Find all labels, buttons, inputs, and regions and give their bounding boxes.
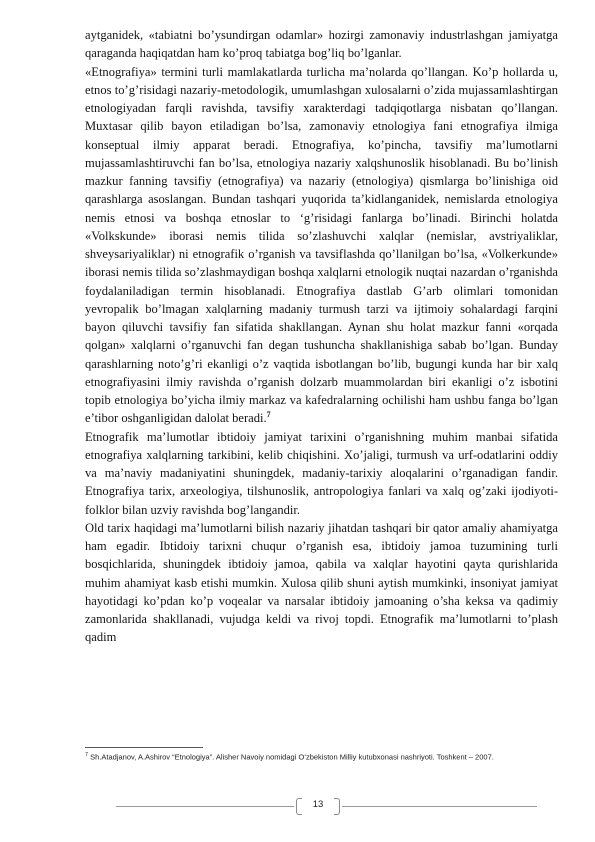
paragraph-1: aytganidek, «tabiatni bo’ysundirgan odamlar» hozirgi zamonaviy industrlashgan jamiyatga qaraganda haqiqatdan ham ko’proq tabiatga bog’liq bo’lganlar. xyxy=(85,28,558,61)
paragraph-4: Old tarix haqidagi ma’lumotlarni bilish nazariy jihatdan tashqari bir qator amaliy ahamiyatga ham egadir. Ibtidoiy tarixni chuqur o’rganish esa, ibtidoiy jamoa tuzumining turli bosqichlarida, shuningdek ibtidoiy jamoa, qabila va xalqlar hayotini qayta qurishlarida muhim ahamiyat kasb etishi mumkin. Xulosa qilib shuni aytish mumkinki, insoniyat jamiyat hayotidagi ko’pdan ko’p voqealar va narsalar ibtidoiy jamoaning o’sha keksa va qadimiy zamonlarida shakllanadi, vujudga keldi va rivoj topdi. Etnografik ma’lumotlarni to’plash qadim xyxy=(85,520,558,645)
body-text xyxy=(85,26,558,647)
footnote-number: 7 xyxy=(85,752,89,758)
footer-rule-left xyxy=(116,806,294,807)
paragraph-2 xyxy=(85,63,558,428)
right-bracket-icon xyxy=(334,798,340,815)
footnote-reference[interactable]: 7 xyxy=(266,410,271,420)
page-number: 13 xyxy=(312,799,324,810)
footnote-text: Sh.Atadjanov, A.Ashirov “Etnologiya”. Alisher Navoiy nomidagi O’zbekiston Milliy kutubxonasi nashriyoti. Toshkent – 2007. xyxy=(88,752,494,762)
page-footer xyxy=(0,796,595,816)
footnote xyxy=(85,750,555,763)
footer-rule-right xyxy=(342,806,537,807)
footnote-divider xyxy=(85,747,203,748)
paragraph-3: Etnografik ma’lumotlar ibtidoiy jamiyat tarixini o’rganishning muhim manbai sifatida etnografiya xalqlarning tarkibini, kelib chiqishini. Xo’jaligi, turmush va urf-odatlarini oddiy va ma’naviy madaniyatini shuningdek, madaniy-tarixiy aloqalarini o’rganadigan fandir. Etnografiya tarix, arxeologiya, tilshunoslik, antropologiya fanlari va xalq og’zaki ijodiyoti-folklor bilan uzviy ravishda bog’langandir. xyxy=(85,429,558,517)
paragraph-2-text: «Etnografiya» termini turli mamlakatlarda turlicha ma’nolarda qo’llangan. Ko’p hollarda u, etnos to’g’risidagi nazariy-metodologik, umumlashgan xulosalarni o’zida mujassamlashtirgan etnologiyadan farqli ravishda, tavsifiy xarakterdagi tadqiqotlarga nisbatan qo’llangan. Muxtasar qilib bayon etiladigan bo’lsa, zamonaviy etnologiya fani etnografiya ilmiga konseptual ilmiy apparat beradi. Etnografiya, ko’pincha, tavsifiy ma’lumotlarni mujassamlashtiruvchi fan bo’lsa, etnologiya nazariy xalqshunoslik hisoblanadi. Bu bo’linish mazkur fanning tavsifiy (etnografiya) va nazariy (etnologiya) qismlarga bo’linishiga oid qarashlarga asoslangan. Bundan tashqari yuqorida ta’kidlanganidek, nemislarda etnologiya nemis etnosi va boshqa etnoslar to ‘g’risidagi fanlarga bo’linadi. Birinchi holatda «Volkskunde» iborasi nemis tilida so’zlashuvchi xalqlar (nemislar, avstriyaliklar, shveysariyaliklar) ni etnografik o’rganish va tavsiflashda qo’llanilgan bo’lsa, «Volkerkunde» iborasi nemis tilida so’zlashmaydigan boshqa xalqlarni etnologik nuqtai nazardan o’rganishda foydalaniladigan termin hisoblanadi. Etnografiya dastlab G’arb olimlari tomonidan yevropalik bo’lmagan xalqlarning madaniy turmush tarzi va ijtimoiy sohalardagi farqini bayon qiluvchi tavsifiy fan sifatida shakllangan. Aynan shu holat mazkur fanni «orqada qolgan» xalqlarni o’rganuvchi fan degan tushuncha shakllanishiga sabab bo’lgan. Bunday qarashlarning noto’g’ri ekanligi o’z vaqtida isbotlangan bo’lib, bugungi kunda har bir xalq etnografiyasini ilmiy ravishda o’rganish dolzarb muammolardan biri ekanligi o’z isbotini topib etnologiya bo’yicha ilmiy markaz va kafedralarning ochilishi ham ushbu fanga bo’lgan e’tibor oshganligidan dalolat beradi. xyxy=(85,64,558,426)
